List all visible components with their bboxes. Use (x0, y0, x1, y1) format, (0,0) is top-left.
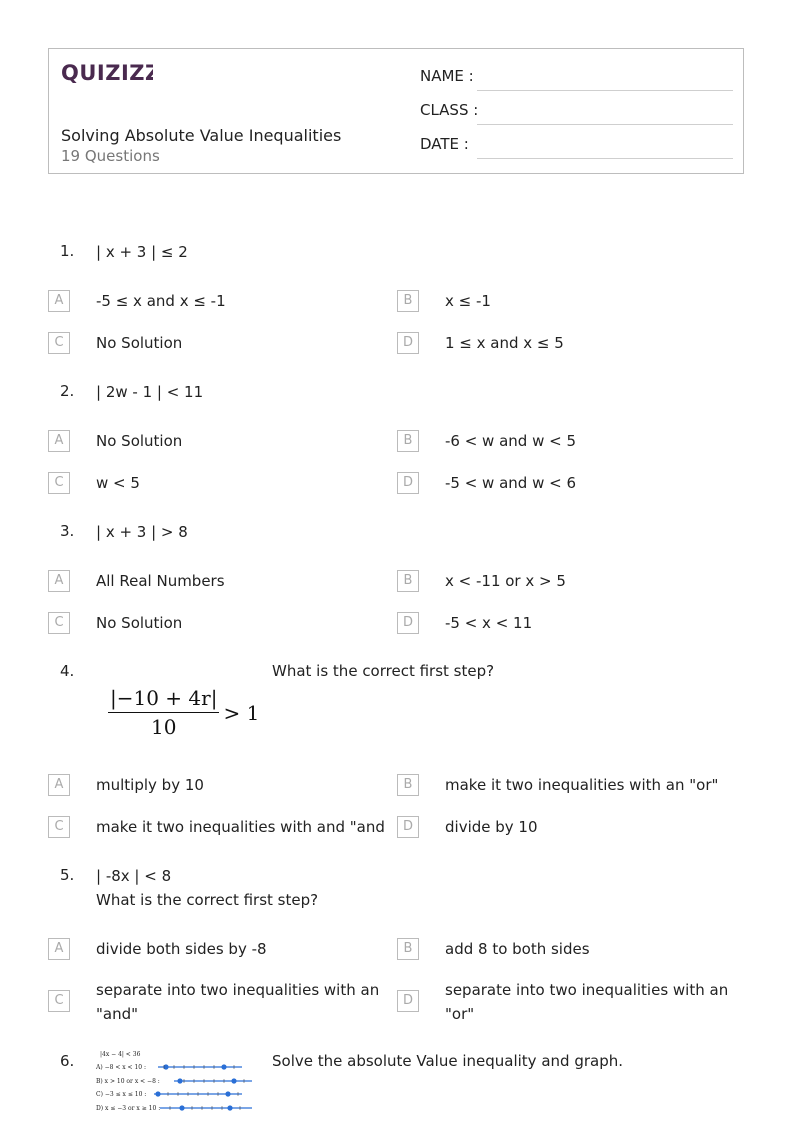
date-label: DATE : (420, 135, 469, 153)
option-letter-d[interactable]: D (397, 612, 419, 634)
quizizz-logo (61, 59, 153, 89)
option-text-line-1[interactable]: separate into two inequalities with an (96, 981, 380, 999)
option-text[interactable]: w < 5 (96, 474, 140, 492)
option-letter-b[interactable]: B (397, 774, 419, 796)
option-letter-d[interactable]: D (397, 816, 419, 838)
option-letter-c[interactable]: C (48, 612, 70, 634)
option-text[interactable]: -5 < w and w < 6 (445, 474, 577, 492)
class-field[interactable] (420, 101, 733, 125)
math-expression (108, 686, 259, 739)
name-field[interactable] (420, 67, 733, 91)
image-line-1: A) −8 < x < 10 : (96, 1064, 147, 1071)
question-text-line-1: | -8x | < 8 (96, 867, 172, 885)
worksheet-title: Solving Absolute Value Inequalities (61, 126, 342, 145)
option-text[interactable]: make it two inequalities with an "or" (445, 776, 719, 794)
option-text-line-1[interactable]: separate into two inequalities with an (445, 981, 729, 999)
option-text[interactable]: No Solution (96, 432, 183, 450)
question-count: 19 Questions (61, 147, 160, 165)
option-text[interactable]: -6 < w and w < 5 (445, 432, 577, 450)
option-letter-c[interactable]: C (48, 816, 70, 838)
option-letter-a[interactable]: A (48, 290, 70, 312)
option-letter-a[interactable]: A (48, 774, 70, 796)
option-letter-d[interactable]: D (397, 472, 419, 494)
option-letter-c[interactable]: C (48, 332, 70, 354)
fraction (108, 686, 219, 739)
question-text: What is the correct first step? (272, 662, 495, 680)
inequality-rest: > 1 (223, 700, 260, 725)
brand-text: QUIZIZZ (61, 61, 153, 85)
option-text[interactable]: No Solution (96, 614, 183, 632)
option-letter-b[interactable]: B (397, 290, 419, 312)
question-number: 1. (60, 242, 75, 260)
fraction-numerator: |−10 + 4r| (108, 686, 219, 713)
fraction-denominator: 10 (151, 715, 177, 739)
question-number: 4. (60, 662, 75, 680)
class-label: CLASS : (420, 101, 479, 119)
option-text[interactable]: 1 ≤ x and x ≤ 5 (445, 334, 564, 352)
endpoint-a-right (222, 1065, 226, 1069)
number-line-image (94, 1048, 258, 1116)
option-letter-a[interactable]: A (48, 938, 70, 960)
option-letter-b[interactable]: B (397, 938, 419, 960)
option-letter-b[interactable]: B (397, 570, 419, 592)
worksheet-header (48, 48, 744, 174)
endpoint-d-left (180, 1106, 184, 1110)
option-text-line-2[interactable]: "or" (445, 1005, 475, 1023)
date-field[interactable] (420, 135, 733, 159)
option-text[interactable]: -5 ≤ x and x ≤ -1 (96, 292, 226, 310)
question-number: 5. (60, 866, 75, 884)
name-label: NAME : (420, 67, 474, 85)
image-line-3: C) −3 ≤ x ≤ 10 : (96, 1091, 147, 1098)
option-letter-d[interactable]: D (397, 990, 419, 1012)
option-letter-c[interactable]: C (48, 472, 70, 494)
option-text[interactable]: make it two inequalities with and "and (96, 818, 385, 836)
option-text[interactable]: multiply by 10 (96, 776, 204, 794)
question-text-line-2: What is the correct first step? (96, 891, 319, 909)
question-text: | x + 3 | > 8 (96, 523, 188, 541)
option-letter-b[interactable]: B (397, 430, 419, 452)
endpoint-b-right (232, 1079, 236, 1083)
option-text[interactable]: No Solution (96, 334, 183, 352)
option-text-line-2[interactable]: "and" (96, 1005, 139, 1023)
option-letter-d[interactable]: D (397, 332, 419, 354)
image-line-4: D) x ≤ −3 or x ≥ 10 : (96, 1105, 161, 1112)
option-text[interactable]: divide by 10 (445, 818, 538, 836)
option-text[interactable]: add 8 to both sides (445, 940, 590, 958)
option-letter-a[interactable]: A (48, 430, 70, 452)
option-text[interactable]: divide both sides by -8 (96, 940, 267, 958)
question-text: | x + 3 | ≤ 2 (96, 243, 188, 261)
endpoint-d-right (228, 1106, 232, 1110)
class-line (477, 124, 733, 125)
option-text[interactable]: x ≤ -1 (445, 292, 491, 310)
question-text: | 2w - 1 | < 11 (96, 383, 204, 401)
question-number: 2. (60, 382, 75, 400)
endpoint-a-left (164, 1065, 168, 1069)
question-text: Solve the absolute Value inequality and graph. (272, 1052, 623, 1070)
endpoint-b-left (178, 1079, 182, 1083)
option-text[interactable]: All Real Numbers (96, 572, 225, 590)
question-number: 3. (60, 522, 75, 540)
date-line (477, 158, 733, 159)
endpoint-c-right (226, 1092, 230, 1096)
question-number: 6. (60, 1052, 75, 1070)
image-line-2: B) x > 10 or x < −8 : (96, 1078, 160, 1085)
option-text[interactable]: x < -11 or x > 5 (445, 572, 566, 590)
endpoint-c-left (156, 1092, 160, 1096)
image-line-0: |4x − 4| < 36 (100, 1051, 141, 1058)
name-line (477, 90, 733, 91)
option-letter-a[interactable]: A (48, 570, 70, 592)
option-letter-c[interactable]: C (48, 990, 70, 1012)
option-text[interactable]: -5 < x < 11 (445, 614, 533, 632)
